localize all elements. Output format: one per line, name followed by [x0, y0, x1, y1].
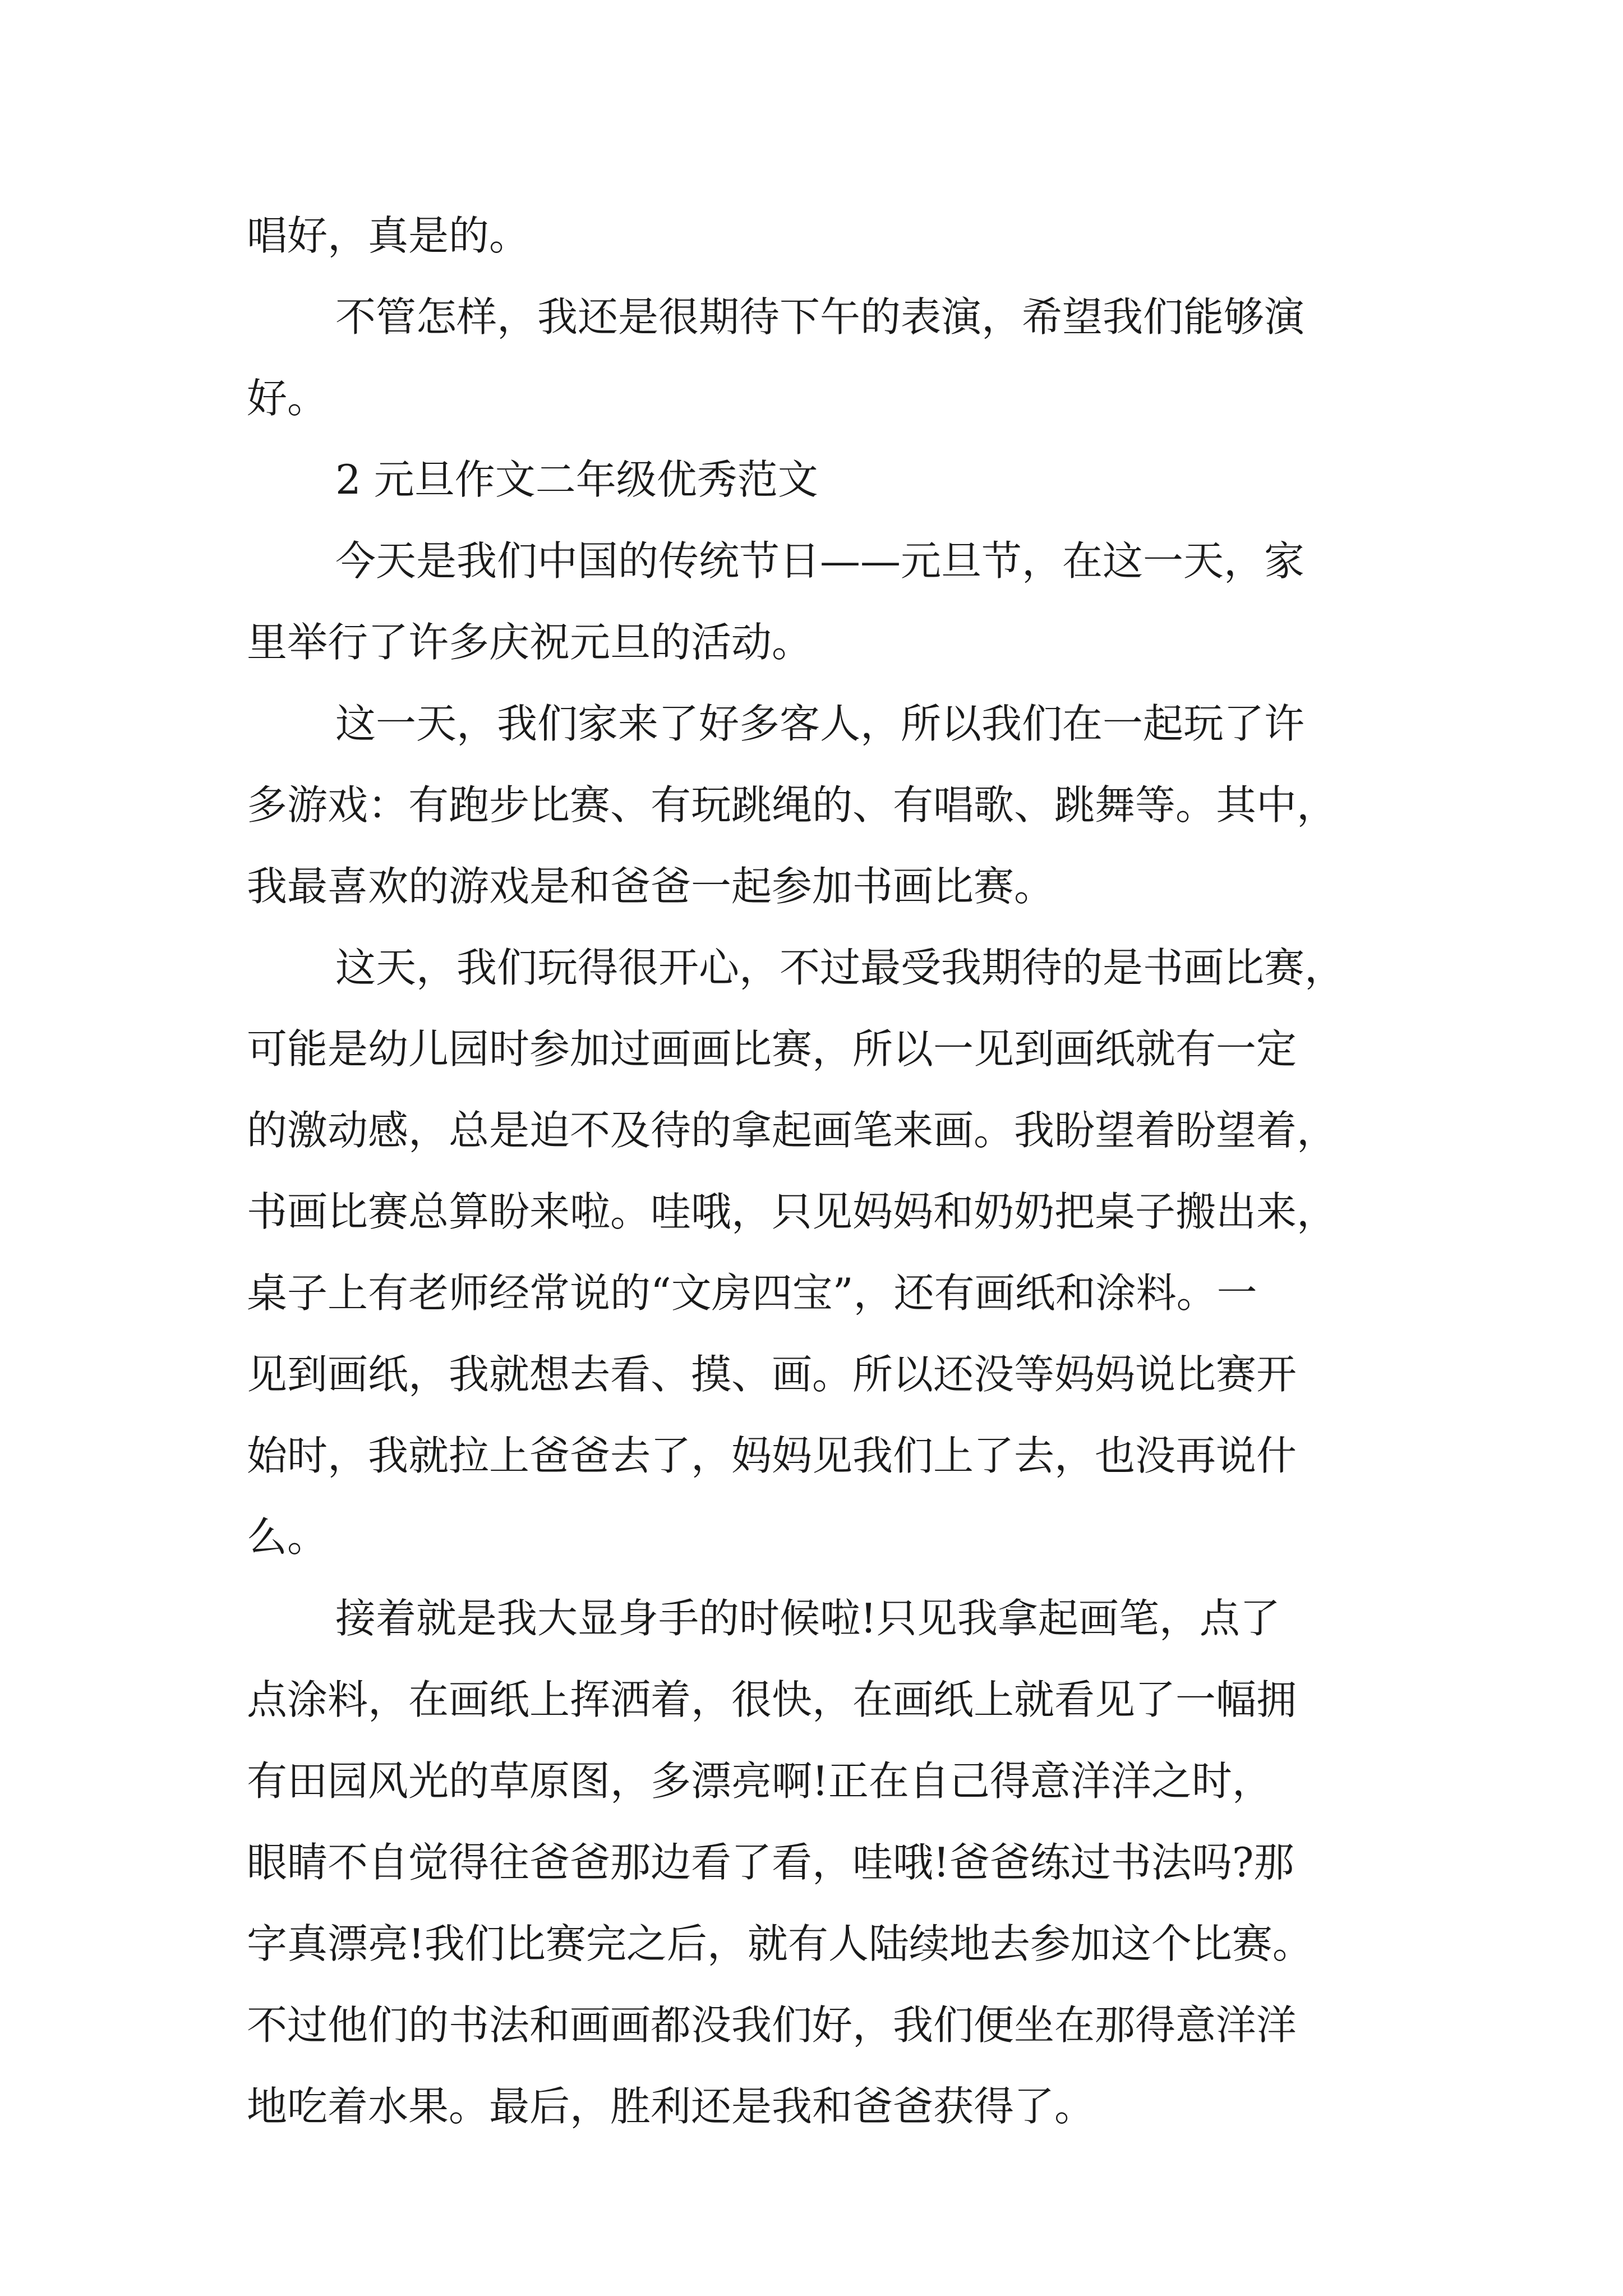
text-line: 可能是幼儿园时参加过画画比赛，所以一见到画纸就有一定	[247, 1025, 1297, 1073]
text-line: 多游戏：有跑步比赛、有玩跳绳的、有唱歌、跳舞等。其中，	[247, 781, 1338, 829]
text-line: 的激动感，总是迫不及待的拿起画笔来画。我盼望着盼望着，	[247, 1107, 1338, 1154]
text-line: 字真漂亮!我们比赛完之后，就有人陆续地去参加这个比赛。	[247, 1920, 1313, 1967]
text-line: 书画比赛总算盼来啦。哇哦，只见妈妈和奶奶把桌子搬出来，	[247, 1188, 1338, 1235]
paragraph-first-line: 不管怎样，我还是很期待下午的表演，希望我们能够演	[335, 293, 1305, 341]
section-heading: 2 元旦作文二年级优秀范文	[335, 456, 818, 503]
paragraph-first-line: 接着就是我大显身手的时候啦!只见我拿起画笔，点了	[335, 1595, 1280, 1642]
paragraph-first-line: 这天，我们玩得很开心，不过最受我期待的是书画比赛，	[335, 944, 1345, 991]
text-line: 好。	[247, 375, 328, 422]
text-line: 地吃着水果。最后，胜利还是我和爸爸获得了。	[247, 2083, 1095, 2130]
text-line: 始时，我就拉上爸爸去了，妈妈见我们上了去，也没再说什	[247, 1432, 1297, 1479]
paragraph-first-line: 今天是我们中国的传统节日——元旦节，在这一天，家	[335, 537, 1305, 585]
text-line: 不过他们的书法和画画都没我们好，我们便坐在那得意洋洋	[247, 2001, 1297, 2049]
text-line: 唱好，真是的。	[247, 212, 530, 259]
text-line: 有田园风光的草原图，多漂亮啊!正在自己得意洋洋之时，	[247, 1757, 1272, 1805]
text-line: 见到画纸，我就想去看、摸、画。所以还没等妈妈说比赛开	[247, 1351, 1297, 1398]
paragraph-first-line: 这一天，我们家来了好多客人，所以我们在一起玩了许	[335, 700, 1305, 747]
text-line: 桌子上有老师经常说的“文房四宝”，还有画纸和涂料。一	[247, 1269, 1257, 1317]
text-line: 里举行了许多庆祝元旦的活动。	[247, 619, 813, 666]
text-line: 我最喜欢的游戏是和爸爸一起参加书画比赛。	[247, 863, 1055, 910]
text-line: 么。	[247, 1513, 328, 1561]
text-line: 眼睛不自觉得往爸爸那边看了看，哇哦!爸爸练过书法吗?那	[247, 1839, 1294, 1886]
text-line: 点涂料，在画纸上挥洒着，很快，在画纸上就看见了一幅拥	[247, 1676, 1297, 1723]
